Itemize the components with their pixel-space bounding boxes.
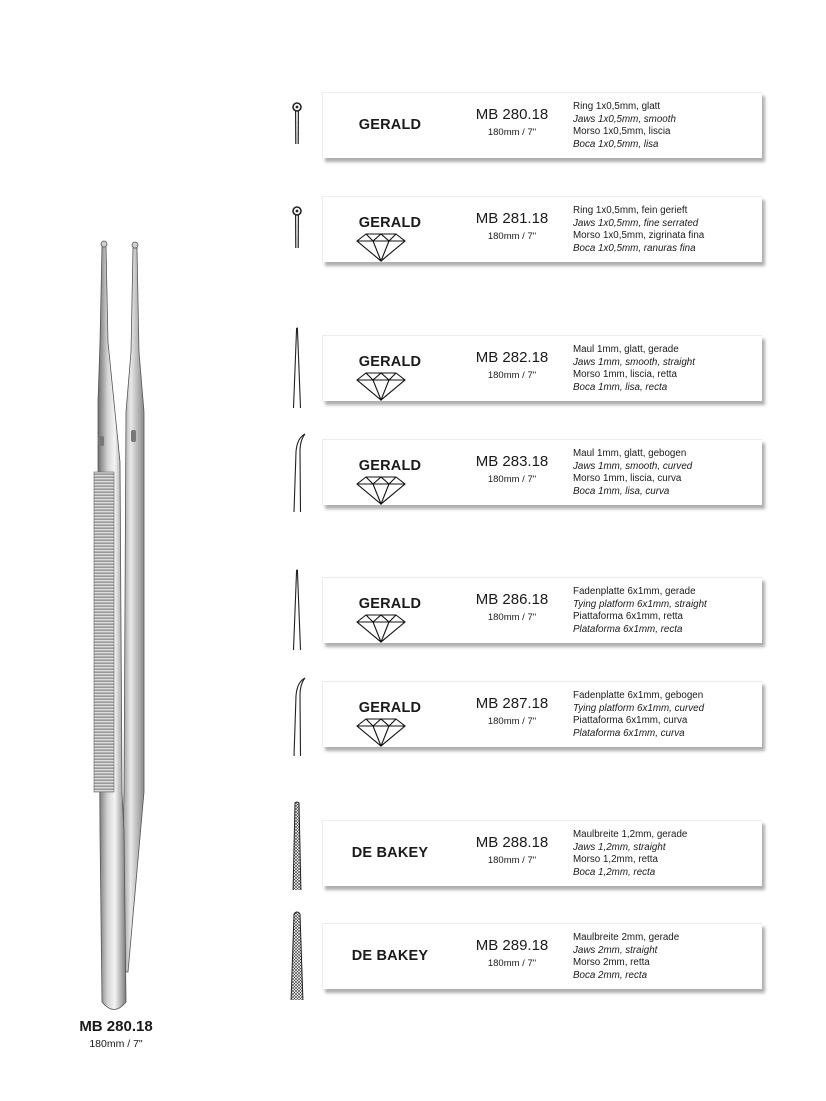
product-description: Maul 1mm, glatt, gerade Jaws 1mm, smooth, straight Morso 1mm, liscia, retta Boca 1mm, lisa, recta	[573, 344, 695, 393]
product-code: MB 288.18	[475, 834, 549, 851]
product-size: 180mm / 7"	[487, 127, 537, 138]
product-code: MB 281.18	[475, 210, 549, 227]
product-card	[322, 577, 762, 643]
product-description: Ring 1x0,5mm, fein gerieft Jaws 1x0,5mm, fine serrated Morso 1x0,5mm, zigrinata fina Boca 1x0,5mm, ranuras fina	[573, 205, 705, 254]
main-product-size: 180mm / 7"	[89, 1038, 143, 1050]
diamond-logo-icon	[355, 232, 407, 262]
ring-tip-icon	[284, 202, 310, 292]
product-card	[322, 439, 762, 505]
straight-tip-icon	[284, 568, 310, 658]
product-size: 180mm / 7"	[487, 370, 537, 381]
product-size: 180mm / 7"	[487, 612, 537, 623]
product-description: Maulbreite 2mm, gerade Jaws 2mm, straight Morso 2mm, retta Boca 2mm, recta	[573, 932, 680, 981]
product-card	[322, 92, 762, 158]
product-size: 180mm / 7"	[487, 958, 537, 969]
product-size: 180mm / 7"	[487, 716, 537, 727]
product-description: Ring 1x0,5mm, glatt Jaws 1x0,5mm, smooth Morso 1x0,5mm, liscia Boca 1x0,5mm, lisa	[573, 101, 676, 150]
brand-name: GERALD	[358, 354, 422, 370]
curved-tip-icon	[284, 430, 310, 520]
product-code: MB 283.18	[475, 453, 549, 470]
brand-name: GERALD	[358, 700, 422, 716]
diamond-logo-icon	[355, 613, 407, 643]
brand-name: GERALD	[358, 117, 422, 133]
product-code: MB 282.18	[475, 349, 549, 366]
product-code: MB 280.18	[475, 106, 549, 123]
atraumatic-tip-icon	[284, 800, 310, 890]
product-size: 180mm / 7"	[487, 474, 537, 485]
straight-tip-icon	[284, 326, 310, 416]
product-size: 180mm / 7"	[487, 855, 537, 866]
diamond-logo-icon	[355, 371, 407, 401]
brand-name: GERALD	[358, 596, 422, 612]
product-description: Fadenplatte 6x1mm, gerade Tying platform 6x1mm, straight Piattaforma 6x1mm, retta Plataforma 6x1mm, recta	[573, 586, 707, 635]
brand-name: DE BAKEY	[351, 948, 429, 964]
brand-name: DE BAKEY	[351, 845, 429, 861]
ring-tip-icon	[284, 98, 310, 188]
product-card	[322, 335, 762, 401]
product-code: MB 289.18	[475, 937, 549, 954]
product-size: 180mm / 7"	[487, 231, 537, 242]
diamond-logo-icon	[355, 717, 407, 747]
curved-tip-icon	[284, 674, 310, 764]
brand-name: GERALD	[358, 458, 422, 474]
diamond-logo-icon	[355, 475, 407, 505]
main-product-code: MB 280.18	[79, 1018, 153, 1035]
forceps-illustration	[84, 232, 164, 1022]
product-code: MB 286.18	[475, 591, 549, 608]
product-card	[322, 820, 762, 886]
product-description: Maul 1mm, glatt, gebogen Jaws 1mm, smooth, curved Morso 1mm, liscia, curva Boca 1mm, lisa, curva	[573, 448, 693, 497]
atraumatic-tip-icon	[284, 910, 310, 1000]
product-card	[322, 681, 762, 747]
brand-name: GERALD	[358, 215, 422, 231]
product-code: MB 287.18	[475, 695, 549, 712]
product-description: Maulbreite 1,2mm, gerade Jaws 1,2mm, straight Morso 1,2mm, retta Boca 1,2mm, recta	[573, 829, 688, 878]
product-description: Fadenplatte 6x1mm, gebogen Tying platform 6x1mm, curved Piattaforma 6x1mm, curva Plataforma 6x1mm, curva	[573, 690, 705, 739]
product-card	[322, 196, 762, 262]
product-card	[322, 923, 762, 989]
